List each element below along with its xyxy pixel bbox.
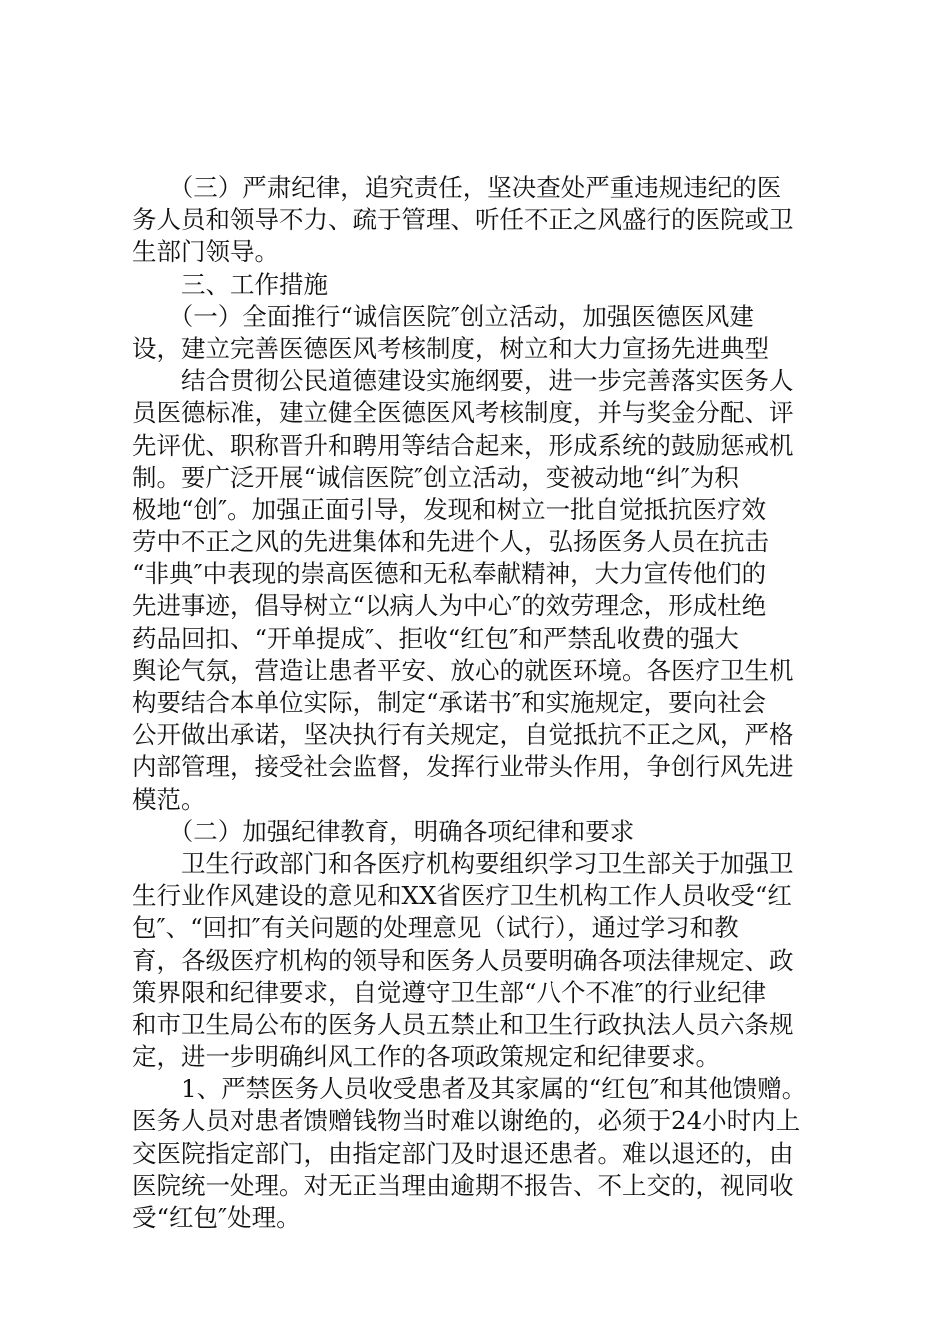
text-line: 极地“创″。加强正面引导，发现和树立一批自觉抵抗医疗效 [132,494,767,524]
text-line: 1、严禁医务人员收受患者及其家属的“红包″和其他馈赠。 [132,1074,807,1104]
text-line: （三）严肃纪律，追究责任，坚决查处严重违规违纪的医 [132,173,782,202]
text-line: 构要结合本单位实际，制定“承诺书″和实施规定，要向社会 [132,688,767,717]
text-line: 受“红包″处理。 [132,1203,301,1232]
subsection-heading: （二）加强纪律教育，明确各项纪律和要求 [132,816,635,846]
document-body [132,172,852,1234]
text-line: 生部门领导。 [132,237,279,267]
text-line: 策界限和纪律要求，自觉遵守卫生部“八个不准″的行业纪律 [132,977,767,1007]
subsection-heading: （一）全面推行“诚信医院″创立活动，加强医德医风建 [132,301,754,331]
text-line: 先评优、职称晋升和聘用等结合起来，形成系统的鼓励惩戒机 [132,430,794,460]
subsection-heading: 设，建立完善医德医风考核制度，树立和大力宣扬先进典型 [132,333,769,363]
text-line: 卫生行政部门和各医疗机构要组织学习卫生部关于加强卫 [132,848,794,878]
text-line: 药品回扣、“开单提成″、拒收“红包″和严禁乱收费的强大 [132,623,739,653]
text-line: 制。要广泛开展“诚信医院″创立活动，变被动地“纠″为积 [132,462,739,492]
text-line: 员医德标准，建立健全医德医风考核制度，并与奖金分配、评 [132,398,794,428]
text-line: 模范。 [132,784,206,814]
text-line: 医务人员对患者馈赠钱物当时难以谢绝的，必须于24小时内上 [132,1106,801,1136]
section-heading: 三、工作措施 [132,269,328,299]
text-line: 育，各级医疗机构的领导和医务人员要明确各项法律规定、政 [132,945,794,975]
text-line: 生行业作风建设的意见和XX省医疗卫生机构工作人员收受“红 [132,881,792,911]
text-line: 先进事迹，倡导树立“以病人为中心″的效劳理念，形成杜绝 [132,591,767,621]
text-line: 交医院指定部门，由指定部门及时退还患者。难以退还的，由 [132,1138,794,1168]
text-line: 公开做出承诺，坚决执行有关规定，自觉抵抗不正之风，严格 [132,720,794,750]
text-line: “非典″中表现的崇高医德和无私奉献精神，大力宣传他们的 [132,559,767,589]
text-line: 定，进一步明确纠风工作的各项政策规定和纪律要求。 [132,1042,720,1072]
text-line: 结合贯彻公民道德建设实施纲要，进一步完善落实医务人 [132,366,794,396]
text-line: 内部管理，接受社会监督，发挥行业带头作用，争创行风先进 [132,752,794,782]
text-line: 舆论气氛，营造让患者平安、放心的就医环境。各医疗卫生机 [132,655,794,685]
text-line: 和市卫生局公布的医务人员五禁止和卫生行政执法人员六条规 [132,1009,794,1039]
text-line: 包″、“回扣″有关问题的处理意见（试行），通过学习和教 [132,913,739,943]
text-line: 务人员和领导不力、疏于管理、听任不正之风盛行的医院或卫 [132,205,794,235]
text-line: 医院统一处理。对无正当理由逾期不报告、不上交的，视同收 [132,1170,794,1200]
text-line: 劳中不正之风的先进集体和先进个人，弘扬医务人员在抗击 [132,527,769,557]
